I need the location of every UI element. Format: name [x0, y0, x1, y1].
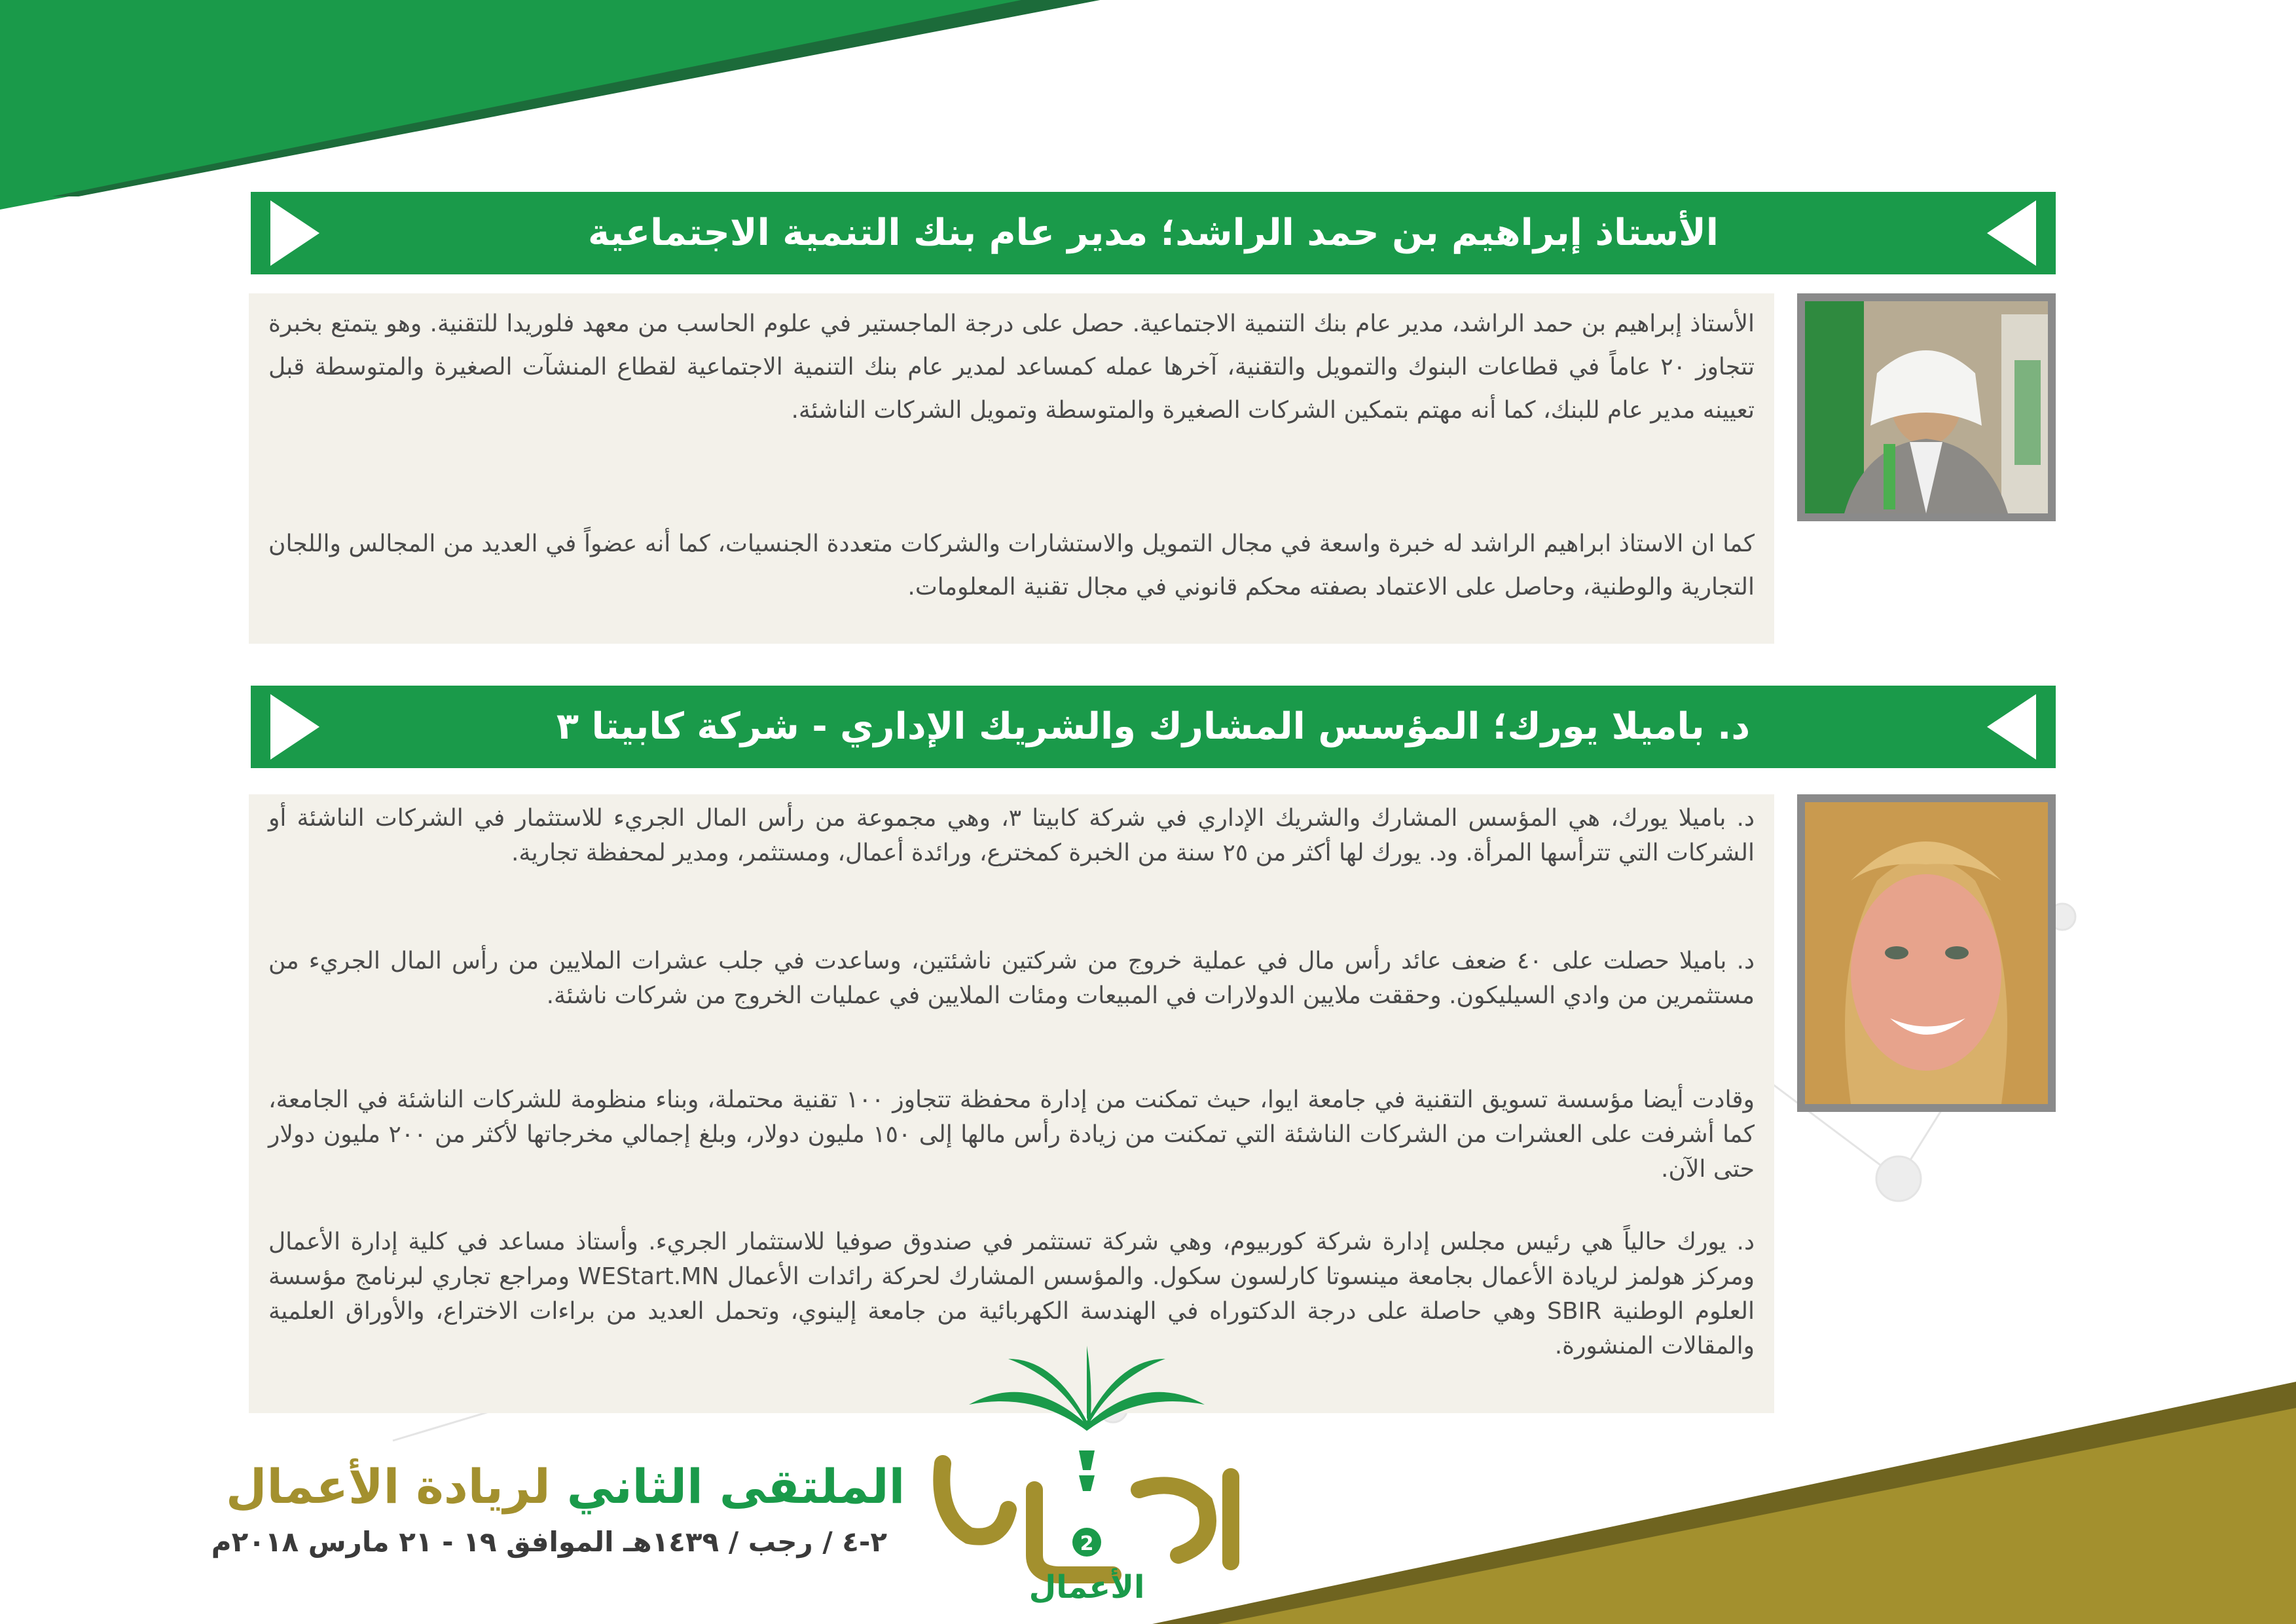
section1-header — [251, 192, 2056, 274]
palm-logo-icon — [930, 1346, 1244, 1608]
section2-header — [251, 686, 2056, 768]
footer-title-part2: لريادة الأعمال — [226, 1459, 551, 1514]
section1-photo — [1797, 293, 2056, 521]
event-logo — [930, 1346, 1244, 1608]
footer-title-part1: الملتقى الثاني — [566, 1459, 905, 1514]
section2-text-panel — [249, 794, 1774, 1413]
logo-number: 2 — [1080, 1532, 1094, 1555]
section1-paragraph-2: كما ان الاستاذ ابراهيم الراشد له خبرة واسعة في مجال التمويل والاستشارات والشركات متعددة الجنسيات، كما أنه عضواً في العديد من المجالس واللجان التجارية والوطنية، وحاصل على الاعتماد بصفته محكم قانوني في مجال تقنية المعلومات. — [268, 530, 1755, 600]
section2-paragraph-2: د. باميلا حصلت على ٤٠ ضعف عائد رأس مال في عملية خروج من شركتين ناشئتين، وساعدت في جلب عشرات الملايين من رأس المال الجريء من مستثمرين من وادي السيليكون. وحققت ملايين الدولارات في المبيعات ومئات الملايين في عمليات الخروج من شركات ناشئة. — [268, 948, 1755, 1009]
section2-paragraph-1: د. باميلا يورك، هي المؤسس المشارك والشريك الإداري في شركة كابيتا ٣، وهي مجموعة من رأس المال الجريء للاستثمار في الشركات الناشئة أو الشركات التي تترأسها المرأة. ود. يورك لها أكثر من ٢٥ سنة من الخبرة كمخترع، ورائدة أعمال، ومستثمر، ومدير لمحفظة تجارية. — [268, 805, 1755, 866]
section2-paragraph-4: د. يورك حالياً هي رئيس مجلس إدارة شركة كوربيوم، وهي شركة تستثمر في صندوق صوفيا للاستثمار الجريء. وأستاذ مساعد في كلية إدارة الأعمال ومركز هولمز لريادة الأعمال بجامعة مينسوتا كارلسون سكول. والمؤسس المشارك لحركة رائدات الأعمال WEStart.MN ومراجع تجاري لبرنامج مؤسسة العلوم الوطنية SBIR وهي حاصلة على درجة الدكتوراه في الهندسة الكهربائية من جامعة إلينوي، وتحمل العديد من براءات الاختراع، والأوراق العلمية والمقالات المنشورة. — [268, 1228, 1755, 1359]
section1-text-panel — [249, 293, 1774, 644]
portrait-woman-image — [1805, 802, 2048, 1104]
section2-photo — [1797, 794, 2056, 1112]
footer-title — [226, 1457, 905, 1516]
footer-date: ٢-٤ / رجب / ١٤٣٩هـ الموافق ١٩ - ٢١ مارس ٢٠١٨م — [211, 1526, 887, 1558]
section2-paragraph-3: وقادت أيضا مؤسسة تسويق التقنية في جامعة ايوا، حيث تمكنت من إدارة محفظة تتجاوز ١٠٠ تقنية محتملة، وبناء منظومة للشركات الناشئة في الجامعة، كما أشرفت على العشرات من الشركات الناشئة التي تمكنت من زيادة رأس مالها إلى ١٥٠ مليون دولار، وبلغ إجمالي مخرجاتها لأكثر من ٢٠٠ مليون دولار حتى الآن. — [268, 1086, 1755, 1183]
portrait-man-image — [1805, 301, 2048, 513]
logo-text: الأعمال — [1029, 1569, 1145, 1606]
section2-title: د. باميلا يورك؛ المؤسس المشارك والشريك الإداري - شركة كابيتا ٣ — [556, 705, 1751, 748]
section1-paragraph-1: الأستاذ إبراهيم بن حمد الراشد، مدير عام بنك التنمية الاجتماعية. حصل على درجة الماجستير في علوم الحاسب من معهد فلوريدا للتقنية. وهو يتمتع بخبرة تتجاوز ٢٠ عاماً في قطاعات البنوك والتمويل والتقنية، آخرها عمله كمساعد لمدير عام بنك التنمية الاجتماعية لقطاع المنشآت الصغيرة والمتوسطة قبل تعيينه مدير عام للبنك، كما أنه مهتم بتمكين الشركات الصغيرة والمتوسطة وتمويل الشركات الناشئة. — [268, 310, 1755, 424]
section1-title: الأستاذ إبراهيم بن حمد الراشد؛ مدير عام بنك التنمية الاجتماعية — [588, 212, 1719, 254]
